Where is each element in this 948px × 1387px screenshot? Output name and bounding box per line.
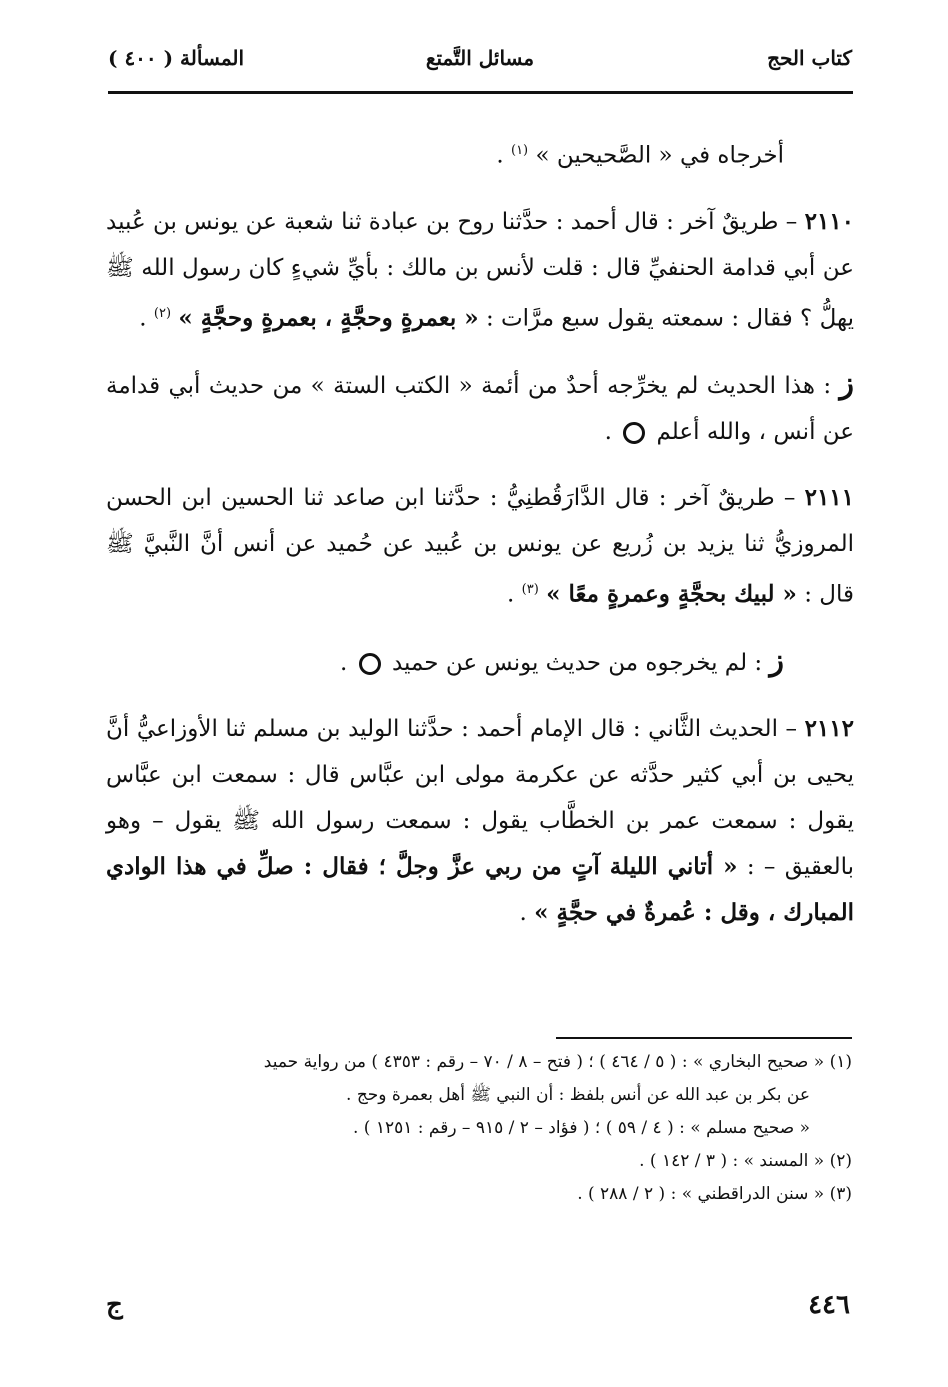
hadith-number: ٢١١٢ [804, 714, 854, 742]
circle-mark-icon [623, 422, 645, 444]
header-rule [108, 91, 853, 94]
page-number: ٤٤٦ [808, 1290, 850, 1320]
paragraph-text: – طريقٌ آخر : قال أحمد : حدَّثنا روح بن عبادة ثنا شعبة عن يونس بن عُبيد عن أبي قدامة الحنفيِّ قال : قلت لأنس بن مالك : بأيِّ شيءٍ كان رسول الله ﷺ يهلُّ ؟ فقال : سمعته يقول سبع مرَّات : [106, 208, 854, 332]
header-chapter-title: مسائل التَّمتع [425, 46, 535, 70]
paragraph-2110 [106, 199, 854, 342]
footnote-3: (٣) « سنن الدراقطني » : ( ٢ / ٢٨٨ ) . [577, 1184, 852, 1204]
signature-mark: ج [106, 1290, 123, 1320]
hadith-number: ٢١١١ [804, 484, 855, 512]
footnotes [106, 1046, 852, 1211]
header-book-title: كتاب الحج [767, 46, 852, 70]
paragraph-commentary-1 [106, 361, 854, 455]
paragraph-text: أخرجاه في « الصَّحيحين » [535, 142, 784, 169]
footnote-1-muslim: « صحيح مسلم » : ( ٤ / ٥٩ ) ؛ ( فؤاد – ٢ / ٩١٥ – رقم : ١٢٥١ ) . [352, 1118, 810, 1138]
paragraph-end: . [496, 142, 504, 169]
paragraph-end: . [604, 419, 612, 446]
footnote-ref: (٢) [153, 305, 172, 321]
footnote-2: (٢) « المسند » : ( ٣ / ١٤٢ ) . [639, 1151, 852, 1171]
paragraph-text: : لم يخرجوه من حديث يونس عن حميد [391, 649, 763, 676]
header-issue-number: المسألة ( ٤٠٠ ) [108, 46, 245, 70]
paragraph-commentary-2 [106, 638, 854, 686]
paragraph-text: – طريقٌ آخر : قال الدَّارَقُطنِيُّ : حدَّثنا ابن صاعد ثنا الحسين ابن الحسن المروزيُّ ثنا يزيد بن زُريع عن يونس بن عُبيد عن حُميد عن أنس أنَّ النَّبيَّ ﷺ قال : [106, 485, 854, 608]
running-header [108, 46, 852, 82]
paragraph-end: . [507, 581, 515, 608]
paragraph-2112 [106, 706, 854, 936]
paragraph-end: . [340, 649, 348, 676]
hadith-quote: « بعمرةٍ وحجَّةٍ ، بعمرةٍ وحجَّةٍ » [178, 304, 479, 332]
circle-mark-icon [359, 653, 381, 675]
paragraph-text: – الحديث الثَّاني : قال الإمام أحمد : حدَّثنا الوليد بن مسلم ثنا الأوزاعيُّ أنَّ يحيى بن أبي كثير حدَّثه عن عكرمة مولى ابن عبَّاس قال : سمعت ابن عبَّاس يقول : سمعت عمر بن الخطَّاب يقول : سمعت رسول الله ﷺ يقول – وهو بالعقيق – : [106, 715, 855, 880]
footnote-1: (١) « صحيح البخاري » : ( ٥ / ٤٦٤ ) ؛ ( فتح – ٨ / ٧٠ – رقم : ٤٣٥٣ ) من رواية حميد [263, 1052, 852, 1072]
hadith-quote: « لبيك بحجَّةٍ وعمرةٍ معًا » [546, 580, 797, 608]
paragraph-end: . [519, 899, 527, 926]
paragraph-1 [106, 128, 854, 179]
hadith-quote: « أتاني الليلة آتٍ من ربي عزَّ وجلَّ ؛ فقال : صلِّ في هذا الوادي المبارك ، وقل : عُمرةٌ في حجَّةٍ » [106, 852, 854, 926]
commentary-marker: ز [839, 366, 854, 402]
commentary-marker: ز [769, 642, 784, 678]
hadith-number: ٢١١٠ [804, 207, 855, 235]
footnote-rule [556, 1037, 852, 1039]
paragraph-2111 [106, 475, 854, 618]
paragraph-text: : هذا الحديث لم يخرِّجه أحدٌ من أئمة « الكتب الستة » من حديث أبي قدامة عن أنس ، والله أعلم [106, 373, 854, 446]
main-text [106, 128, 854, 956]
paragraph-end: . [139, 305, 147, 332]
footnote-ref: (١) [510, 143, 529, 158]
footnote-ref: (٣) [521, 582, 539, 598]
footnote-1-continuation: عن بكر بن عبد الله عن أنس بلفظ : أن النبي ﷺ أهل بعمرة وحج . [346, 1085, 810, 1105]
